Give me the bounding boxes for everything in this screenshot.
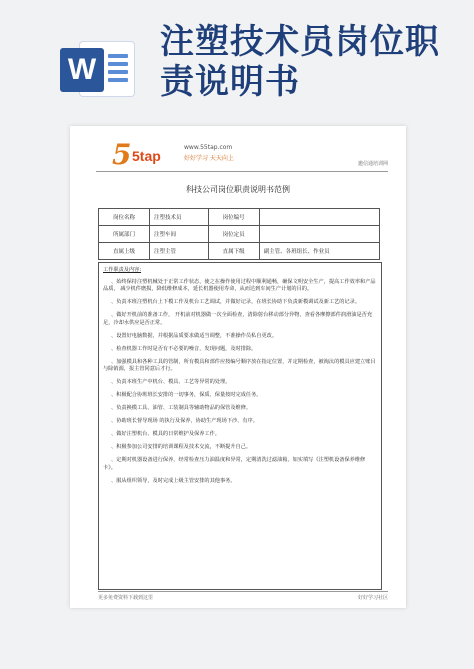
logo-mark: 5 — [112, 138, 132, 171]
duty-item: 、负责本班生产中机台、模具、工艺等异常的处理。 — [111, 379, 231, 386]
duty-item: 、加强模具和各种工具的管制，所有模具和部件应按编号顺序放在指定位置，并定期检查，被淘汰的模具应建立账目与除销源，报主管同意后才行。 — [103, 358, 376, 373]
table-value: 注塑技术员 — [150, 209, 209, 226]
duty-item: 、做好注塑机台、模具的日常维护及保养工作。 — [111, 431, 220, 438]
table-label: 直属上级 — [99, 243, 150, 260]
duties-section — [98, 262, 382, 590]
duty-item: 、定期对机器设备进行保养，经常检查压力油温度和异常，定期清洗过滤油箱，如实填写《注塑机设备保养维修卡》。 — [103, 457, 366, 471]
logo-url: www.55tap.com — [184, 144, 233, 151]
table-label: 岗位名称 — [99, 209, 150, 226]
site-name: 邀信通培训网 — [357, 161, 388, 167]
duties-heading: 工作职责及内容: — [103, 267, 142, 273]
duty-item: 、负责换模工具、油管、工装制具等辅助物品的保管及维修。 — [111, 405, 252, 412]
table-row — [99, 243, 380, 260]
banner — [0, 0, 474, 118]
table-label: 直属下级 — [208, 243, 259, 260]
duty-item: 、设置好电脑数据，并根据品质要求做适当调整，不准操作员私自更改。 — [111, 332, 278, 339]
table-row — [99, 209, 380, 226]
word-letter: W — [60, 48, 104, 92]
word-icon — [60, 38, 140, 100]
logo — [112, 138, 262, 171]
footer-left: 更多免费资料下载到这里 — [98, 595, 154, 601]
header-divider — [96, 171, 388, 172]
duty-item: 、检查机器工作时是否有不必要的噪音，发现问题，及时排除。 — [111, 345, 257, 352]
table-label: 岗位定员 — [208, 226, 259, 243]
table-row — [99, 226, 380, 243]
logo-brand: 5tap — [132, 148, 161, 164]
footer-divider — [98, 591, 388, 592]
table-label: 岗位编号 — [208, 209, 259, 226]
document-preview[interactable] — [70, 126, 406, 608]
table-value — [259, 209, 379, 226]
job-info-table — [98, 208, 380, 260]
table-value: 注塑车间 — [150, 226, 209, 243]
duty-item: 、积极参加公司安排的培训课程及技术交流，不断提升自己。 — [111, 444, 252, 451]
duty-item: 、始终保持注塑机械处于正常工作状态，使之在操作使用过程中顺利通畅，确保文明安全生产，提高工作效率和产品品质， 减少机件磨损，降低维修成本，延长机器使用寿命，从而达到车间生产计划的目的。 — [103, 278, 376, 293]
duty-item: 、积极配合协班班长安排的一切事务，保质、保量按时完成任务。 — [111, 392, 262, 399]
duty-item: 、服从组织领导，及时完成上级主管安排的其他事务。 — [111, 477, 236, 484]
table-value: 注塑主管 — [150, 243, 209, 260]
table-value — [259, 226, 379, 243]
footer-right: 好好学习社区 — [357, 595, 388, 601]
logo-slogan: 好好学习 天天向上 — [184, 155, 234, 162]
duty-item: 、做好开机前的准备工作， 开机前对机器做一次全面检查，清除射台移动部分异物，查看各摩擦部件润滑油是否充足，冷却水供应是否正常。 — [103, 312, 373, 326]
page-title: 注塑技术员岗位职责说明书 — [160, 22, 440, 102]
duty-item: 、负责本班注塑机台上下模工作及机台工艺调试，并做好记录，在班长协助下负责新模调试及新工艺的记录。 — [111, 299, 361, 306]
table-value: 副主管、各班组长、作业员 — [259, 243, 379, 260]
table-label: 所属部门 — [99, 226, 150, 243]
document-title: 科技公司岗位职责说明书范例 — [186, 185, 290, 194]
duty-item: 、协助班长督导现场 的执行及保养，协助生产现场下沙、有序。 — [111, 418, 258, 425]
